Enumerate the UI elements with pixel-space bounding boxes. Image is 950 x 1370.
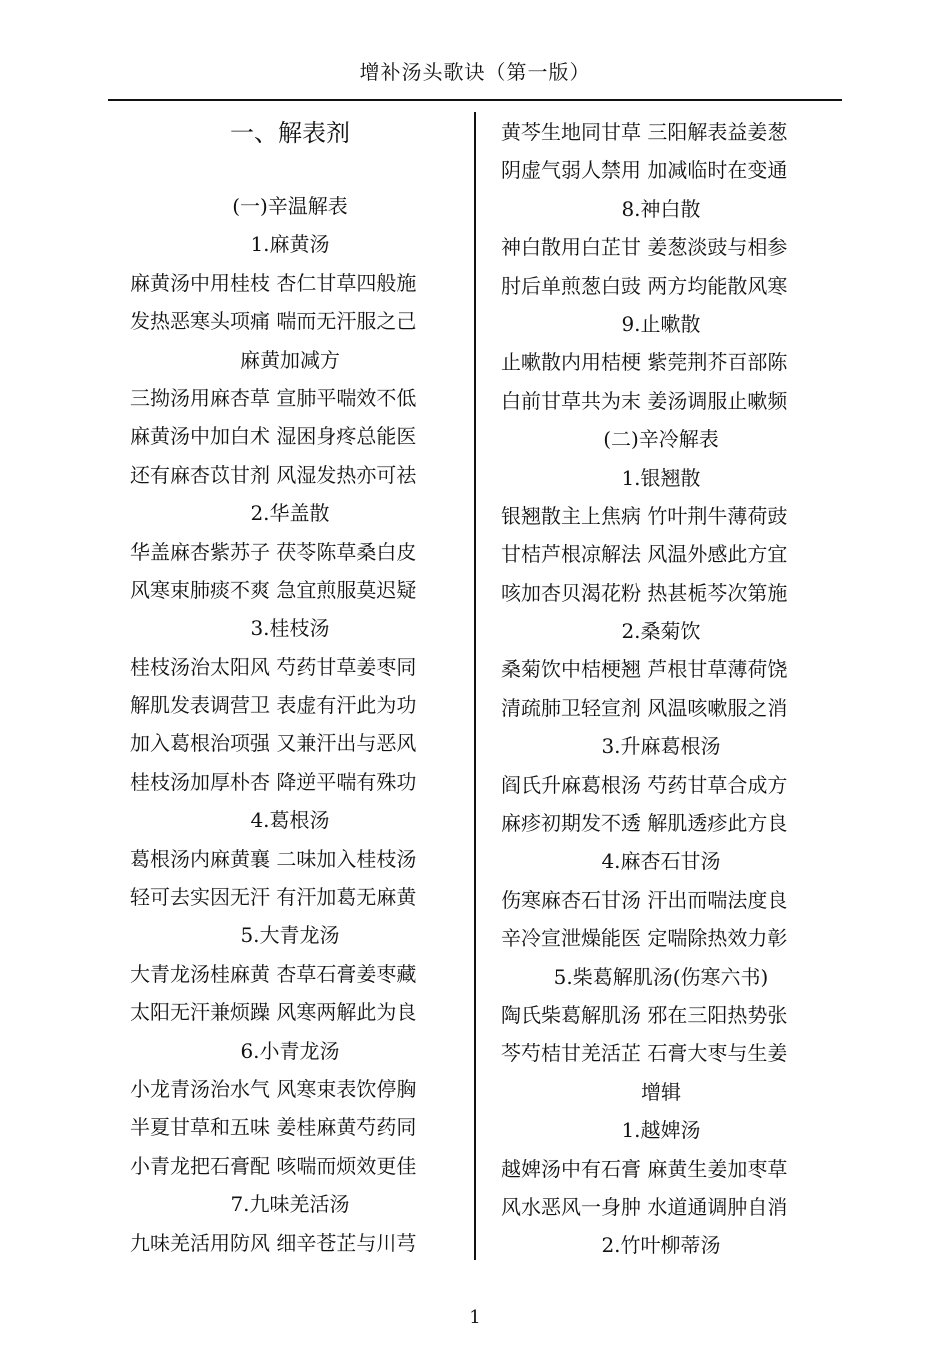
verse-line: 桑菊饮中桔梗翘 芦根甘草薄荷饶	[501, 657, 788, 682]
verse-line: 大青龙汤桂麻黄 杏草石膏姜枣藏	[130, 961, 417, 986]
verse-line: 甘桔芦根凉解法 风温外感此方宜	[501, 542, 788, 567]
right-column-lines	[491, 113, 831, 1265]
verse-line: 半夏甘草和五味 姜桂麻黄芍药同	[130, 1115, 417, 1140]
verse-line: 辛冷宣泄燥能医 定喘除热效力彰	[501, 926, 788, 951]
formula-heading: 4.麻杏石甘汤	[601, 849, 721, 874]
verse-line: 还有麻杏苡甘剂 风湿发热亦可祛	[130, 462, 417, 487]
header-rule	[108, 99, 842, 101]
verse-line: 伤寒麻杏石甘汤 汗出而喘法度良	[501, 887, 788, 912]
left-column-lines	[120, 187, 460, 1262]
formula-heading: 3.桂枝汤	[250, 616, 330, 641]
verse-line: 陶氏柴葛解肌汤 邪在三阳热势张	[501, 1002, 788, 1027]
verse-line: 白前甘草共为末 姜汤调服止嗽频	[501, 388, 788, 413]
right-column	[491, 113, 831, 1265]
verse-line: 轻可去实因无汗 有汗加葛无麻黄	[130, 885, 417, 910]
verse-line: 神白散用白芷甘 姜葱淡豉与相参	[501, 235, 788, 260]
verse-line: 桂枝汤治太阳风 芍药甘草姜枣同	[130, 654, 417, 679]
section-heading: (二)辛冷解表	[603, 427, 719, 452]
column-divider	[474, 112, 476, 1260]
page-number: 1	[469, 1307, 481, 1328]
verse-line: 小青龙把石膏配 咳喘而烦效更佳	[130, 1153, 417, 1178]
formula-heading: 6.小青龙汤	[240, 1038, 340, 1063]
section-heading: (一)辛温解表	[232, 194, 348, 218]
formula-heading: 麻黄加减方	[240, 347, 340, 372]
formula-heading: 增辑	[641, 1079, 681, 1104]
verse-line: 太阳无汗兼烦躁 风寒两解此为良	[130, 1000, 417, 1025]
formula-heading: 4.葛根汤	[250, 808, 330, 833]
verse-line: 华盖麻杏紫苏子 茯苓陈草桑白皮	[130, 539, 417, 564]
verse-line: 麻疹初期发不透 解肌透疹此方良	[501, 811, 788, 836]
verse-line: 越婢汤中有石膏 麻黄生姜加枣草	[501, 1156, 788, 1181]
verse-line: 止嗽散内用桔梗 紫莞荆芥百部陈	[501, 350, 788, 375]
formula-heading: 2.竹叶柳蒂汤	[601, 1233, 721, 1258]
verse-line: 三拗汤用麻杏草 宣肺平喘效不低	[130, 385, 417, 410]
verse-line: 咳加杏贝渴花粉 热甚栀芩次第施	[501, 580, 788, 605]
chapter-title: 一、解表剂	[230, 119, 350, 147]
formula-heading: 1.银翘散	[621, 465, 701, 490]
formula-heading: 2.桑菊饮	[621, 619, 701, 644]
verse-line: 麻黄汤中用桂枝 杏仁甘草四般施	[130, 270, 417, 295]
formula-heading: 3.升麻葛根汤	[601, 734, 721, 759]
verse-line: 解肌发表调营卫 表虚有汗此为功	[130, 693, 417, 718]
verse-line: 阎氏升麻葛根汤 芍药甘草合成方	[501, 772, 788, 797]
formula-heading: 2.华盖散	[250, 501, 330, 526]
formula-heading: 7.九味羌活汤	[230, 1192, 350, 1217]
verse-line: 小龙青汤治水气 风寒束表饮停胸	[130, 1076, 417, 1101]
verse-line: 风寒束肺痰不爽 急宜煎服莫迟疑	[130, 577, 417, 602]
verse-line: 黄芩生地同甘草 三阳解表益姜葱	[501, 120, 788, 144]
formula-heading: 8.神白散	[621, 196, 701, 221]
formula-heading: 1.麻黄汤	[250, 232, 330, 257]
verse-line: 麻黄汤中加白术 湿困身疼总能医	[130, 424, 417, 449]
verse-line: 肘后单煎葱白豉 两方均能散风寒	[501, 273, 788, 298]
verse-line: 银翘散主上焦病 竹叶荆牛薄荷豉	[501, 503, 788, 528]
verse-line: 风水恶风一身肿 水道通调肿自消	[501, 1194, 788, 1219]
formula-heading: 1.越婢汤	[621, 1118, 701, 1143]
formula-heading: 5.柴葛解肌汤(伤寒六书)	[553, 964, 769, 989]
verse-line: 加入葛根治项强 又兼汗出与恶风	[130, 731, 417, 756]
verse-line: 阴虚气弱人禁用 加减临时在变通	[501, 158, 788, 183]
verse-line: 桂枝汤加厚朴杏 降逆平喘有殊功	[130, 769, 417, 794]
verse-line: 清疏肺卫轻宣剂 风温咳嗽服之消	[501, 695, 788, 720]
spacer	[120, 153, 460, 187]
verse-line: 芩芍桔甘羌活芷 石膏大枣与生姜	[501, 1041, 788, 1066]
page-header-title: 增补汤头歌诀（第一版）	[359, 60, 591, 84]
formula-heading: 9.止嗽散	[621, 311, 701, 336]
verse-line: 发热恶寒头项痛 喘而无汗服之己	[130, 309, 417, 334]
verse-line: 九味羌活用防风 细辛苍芷与川芎	[130, 1230, 417, 1255]
formula-heading: 5.大青龙汤	[240, 923, 340, 948]
verse-line: 葛根汤内麻黄襄 二味加入桂枝汤	[130, 846, 417, 871]
left-column	[120, 113, 460, 1262]
